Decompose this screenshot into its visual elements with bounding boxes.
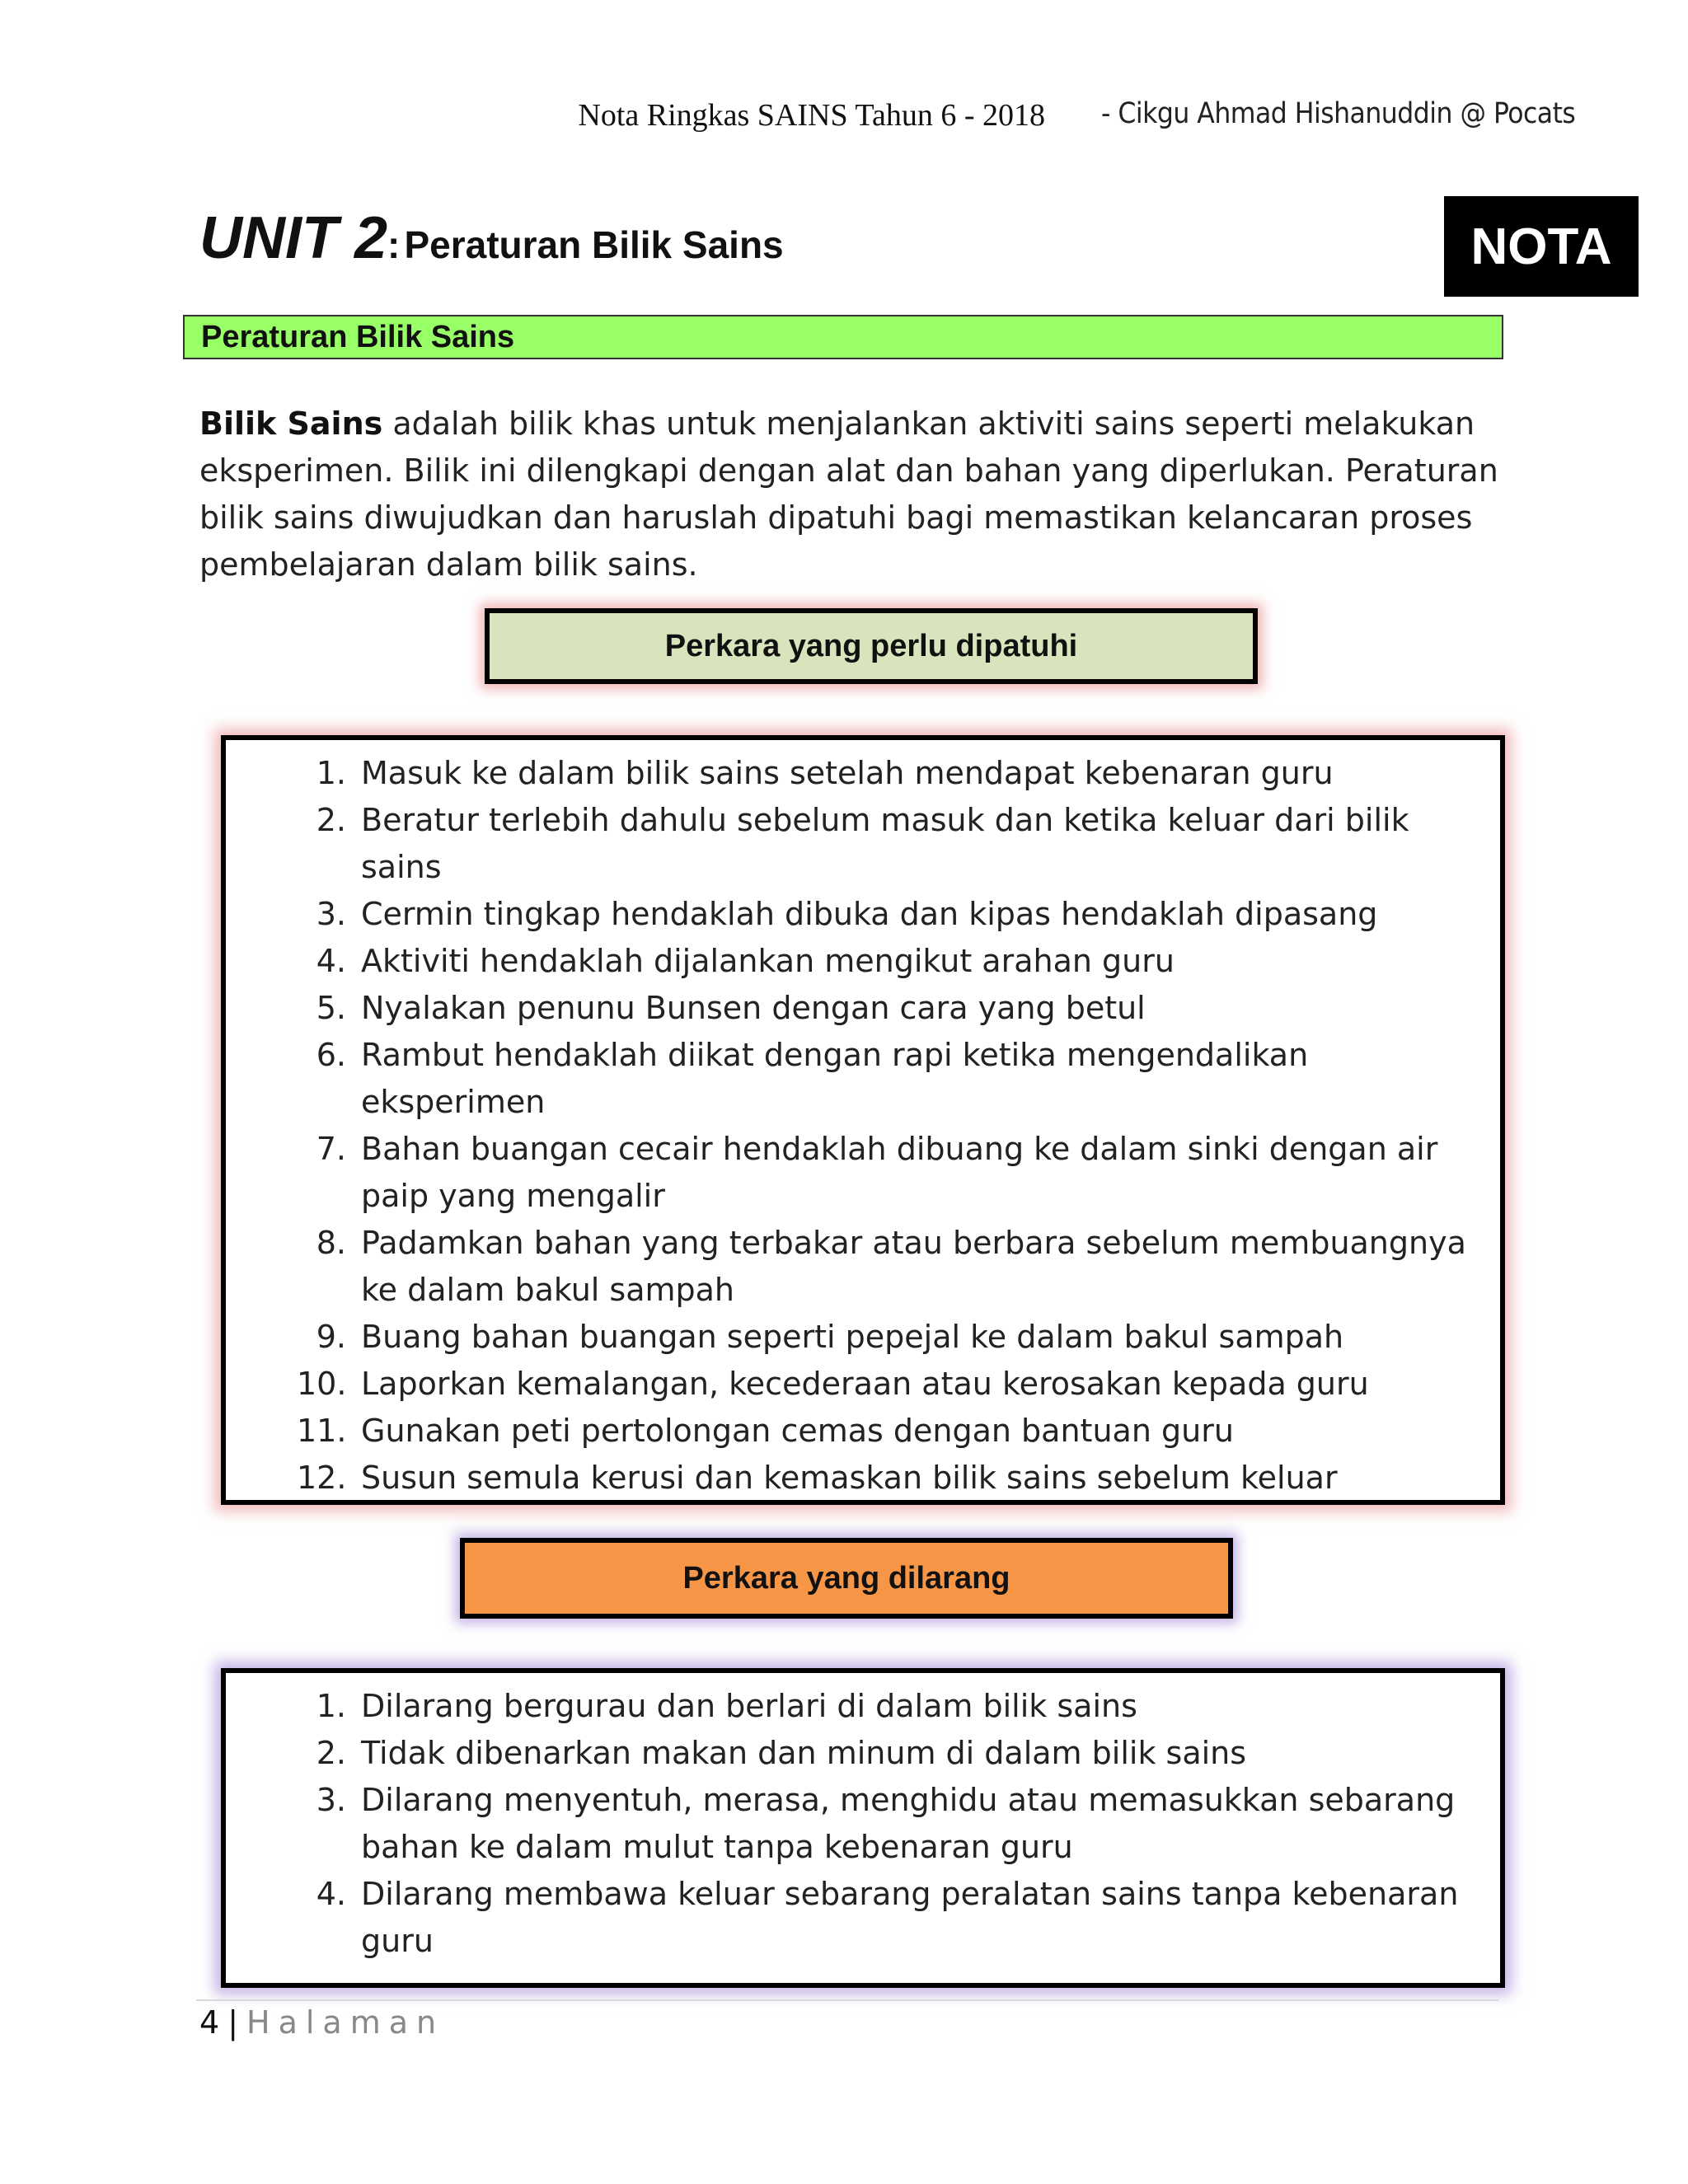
unit-separator: :: [387, 223, 401, 266]
list-item-number: 1.: [316, 1688, 346, 1724]
footer-divider: [196, 1999, 1498, 2001]
list-item: [297, 938, 1475, 985]
list-item: [297, 1777, 1475, 1871]
list-item: [297, 1683, 1475, 1730]
list-item-text: Buang bahan buangan seperti pepejal ke dalam bakul sampah: [361, 1319, 1344, 1355]
list-item: [297, 797, 1475, 891]
prohibited-box: [221, 1668, 1505, 1988]
list-item-text: Tidak dibenarkan makan dan minum di dalam bilik sains: [361, 1735, 1247, 1771]
must-follow-label: Perkara yang perlu dipatuhi: [485, 608, 1258, 684]
list-item: [297, 1032, 1475, 1126]
list-item: [297, 985, 1475, 1032]
list-item: [297, 1455, 1475, 1502]
list-item-number: 2.: [316, 802, 346, 838]
list-item: [297, 1730, 1475, 1777]
list-item-text: Bahan buangan cecair hendaklah dibuang ke dalam sinki dengan air paip yang mengalir: [361, 1131, 1438, 1214]
list-item-number: 2.: [316, 1735, 346, 1771]
intro-bold-term: Bilik Sains: [199, 405, 383, 442]
section-bar: Peraturan Bilik Sains: [183, 315, 1503, 359]
list-item-number: 11.: [297, 1413, 347, 1449]
list-item-number: 1.: [316, 755, 346, 791]
list-item: [297, 1361, 1475, 1408]
list-item-text: Masuk ke dalam bilik sains setelah mendapat kebenaran guru: [361, 755, 1334, 791]
footer-label: Halaman: [246, 2004, 445, 2041]
footer-separator: |: [227, 2004, 238, 2041]
unit-number: UNIT 2: [199, 205, 388, 271]
prohibited-label: Perkara yang dilarang: [460, 1538, 1233, 1619]
list-item-number: 5.: [316, 990, 346, 1026]
footer: [199, 2004, 444, 2041]
list-item: [297, 1314, 1475, 1361]
intro-paragraph: [199, 401, 1502, 588]
list-item: [297, 1220, 1475, 1314]
list-item-text: Dilarang menyentuh, merasa, menghidu atau memasukkan sebarang bahan ke dalam mulut tanpa kebenaran guru: [361, 1782, 1456, 1865]
must-follow-list: [297, 750, 1475, 1502]
list-item-number: 4.: [316, 1876, 346, 1912]
list-item: [297, 891, 1475, 938]
intro-text: adalah bilik khas untuk menjalankan aktiviti sains seperti melakukan eksperimen. Bilik ini dilengkapi dengan alat dan bahan yang diperlukan. Peraturan bilik sains diwujudkan dan haruslah dipatuhi bagi memastikan kelancaran proses pembelajaran dalam bilik sains.: [199, 405, 1498, 583]
unit-title: Peraturan Bilik Sains: [404, 223, 784, 266]
list-item-number: 3.: [316, 1782, 346, 1818]
list-item-number: 12.: [297, 1460, 347, 1496]
list-item-text: Padamkan bahan yang terbakar atau berbara sebelum membuangnya ke dalam bakul sampah: [361, 1225, 1466, 1308]
page-number: 4: [199, 2004, 220, 2041]
header-author: - Cikgu Ahmad Hishanuddin @ Pocats: [1101, 97, 1576, 130]
prohibited-list: [297, 1683, 1475, 1965]
list-item: [297, 1871, 1475, 1965]
list-item-number: 8.: [316, 1225, 346, 1261]
list-item-number: 3.: [316, 896, 346, 932]
list-item-number: 10.: [297, 1366, 347, 1402]
must-follow-box: [221, 735, 1505, 1505]
unit-heading: [199, 204, 784, 272]
list-item-text: Aktiviti hendaklah dijalankan mengikut arahan guru: [361, 943, 1175, 979]
list-item: [297, 1126, 1475, 1220]
list-item-text: Beratur terlebih dahulu sebelum masuk dan ketika keluar dari bilik sains: [361, 802, 1409, 885]
list-item-text: Susun semula kerusi dan kemaskan bilik sains sebelum keluar: [361, 1460, 1338, 1496]
list-item-text: Gunakan peti pertolongan cemas dengan bantuan guru: [361, 1413, 1234, 1449]
header-title: Nota Ringkas SAINS Tahun 6 - 2018: [578, 98, 1045, 133]
list-item-text: Dilarang bergurau dan berlari di dalam bilik sains: [361, 1688, 1137, 1724]
list-item: [297, 750, 1475, 797]
list-item-text: Nyalakan penunu Bunsen dengan cara yang betul: [361, 990, 1146, 1026]
list-item-number: 7.: [316, 1131, 346, 1167]
list-item-text: Laporkan kemalangan, kecederaan atau kerosakan kepada guru: [361, 1366, 1369, 1402]
list-item-text: Cermin tingkap hendaklah dibuka dan kipas hendaklah dipasang: [361, 896, 1378, 932]
nota-badge: NOTA: [1444, 196, 1639, 297]
list-item-number: 4.: [316, 943, 346, 979]
list-item-number: 9.: [316, 1319, 346, 1355]
list-item-text: Dilarang membawa keluar sebarang peralatan sains tanpa kebenaran guru: [361, 1876, 1459, 1959]
list-item: [297, 1408, 1475, 1455]
list-item-number: 6.: [316, 1037, 346, 1073]
list-item-text: Rambut hendaklah diikat dengan rapi ketika mengendalikan eksperimen: [361, 1037, 1309, 1120]
